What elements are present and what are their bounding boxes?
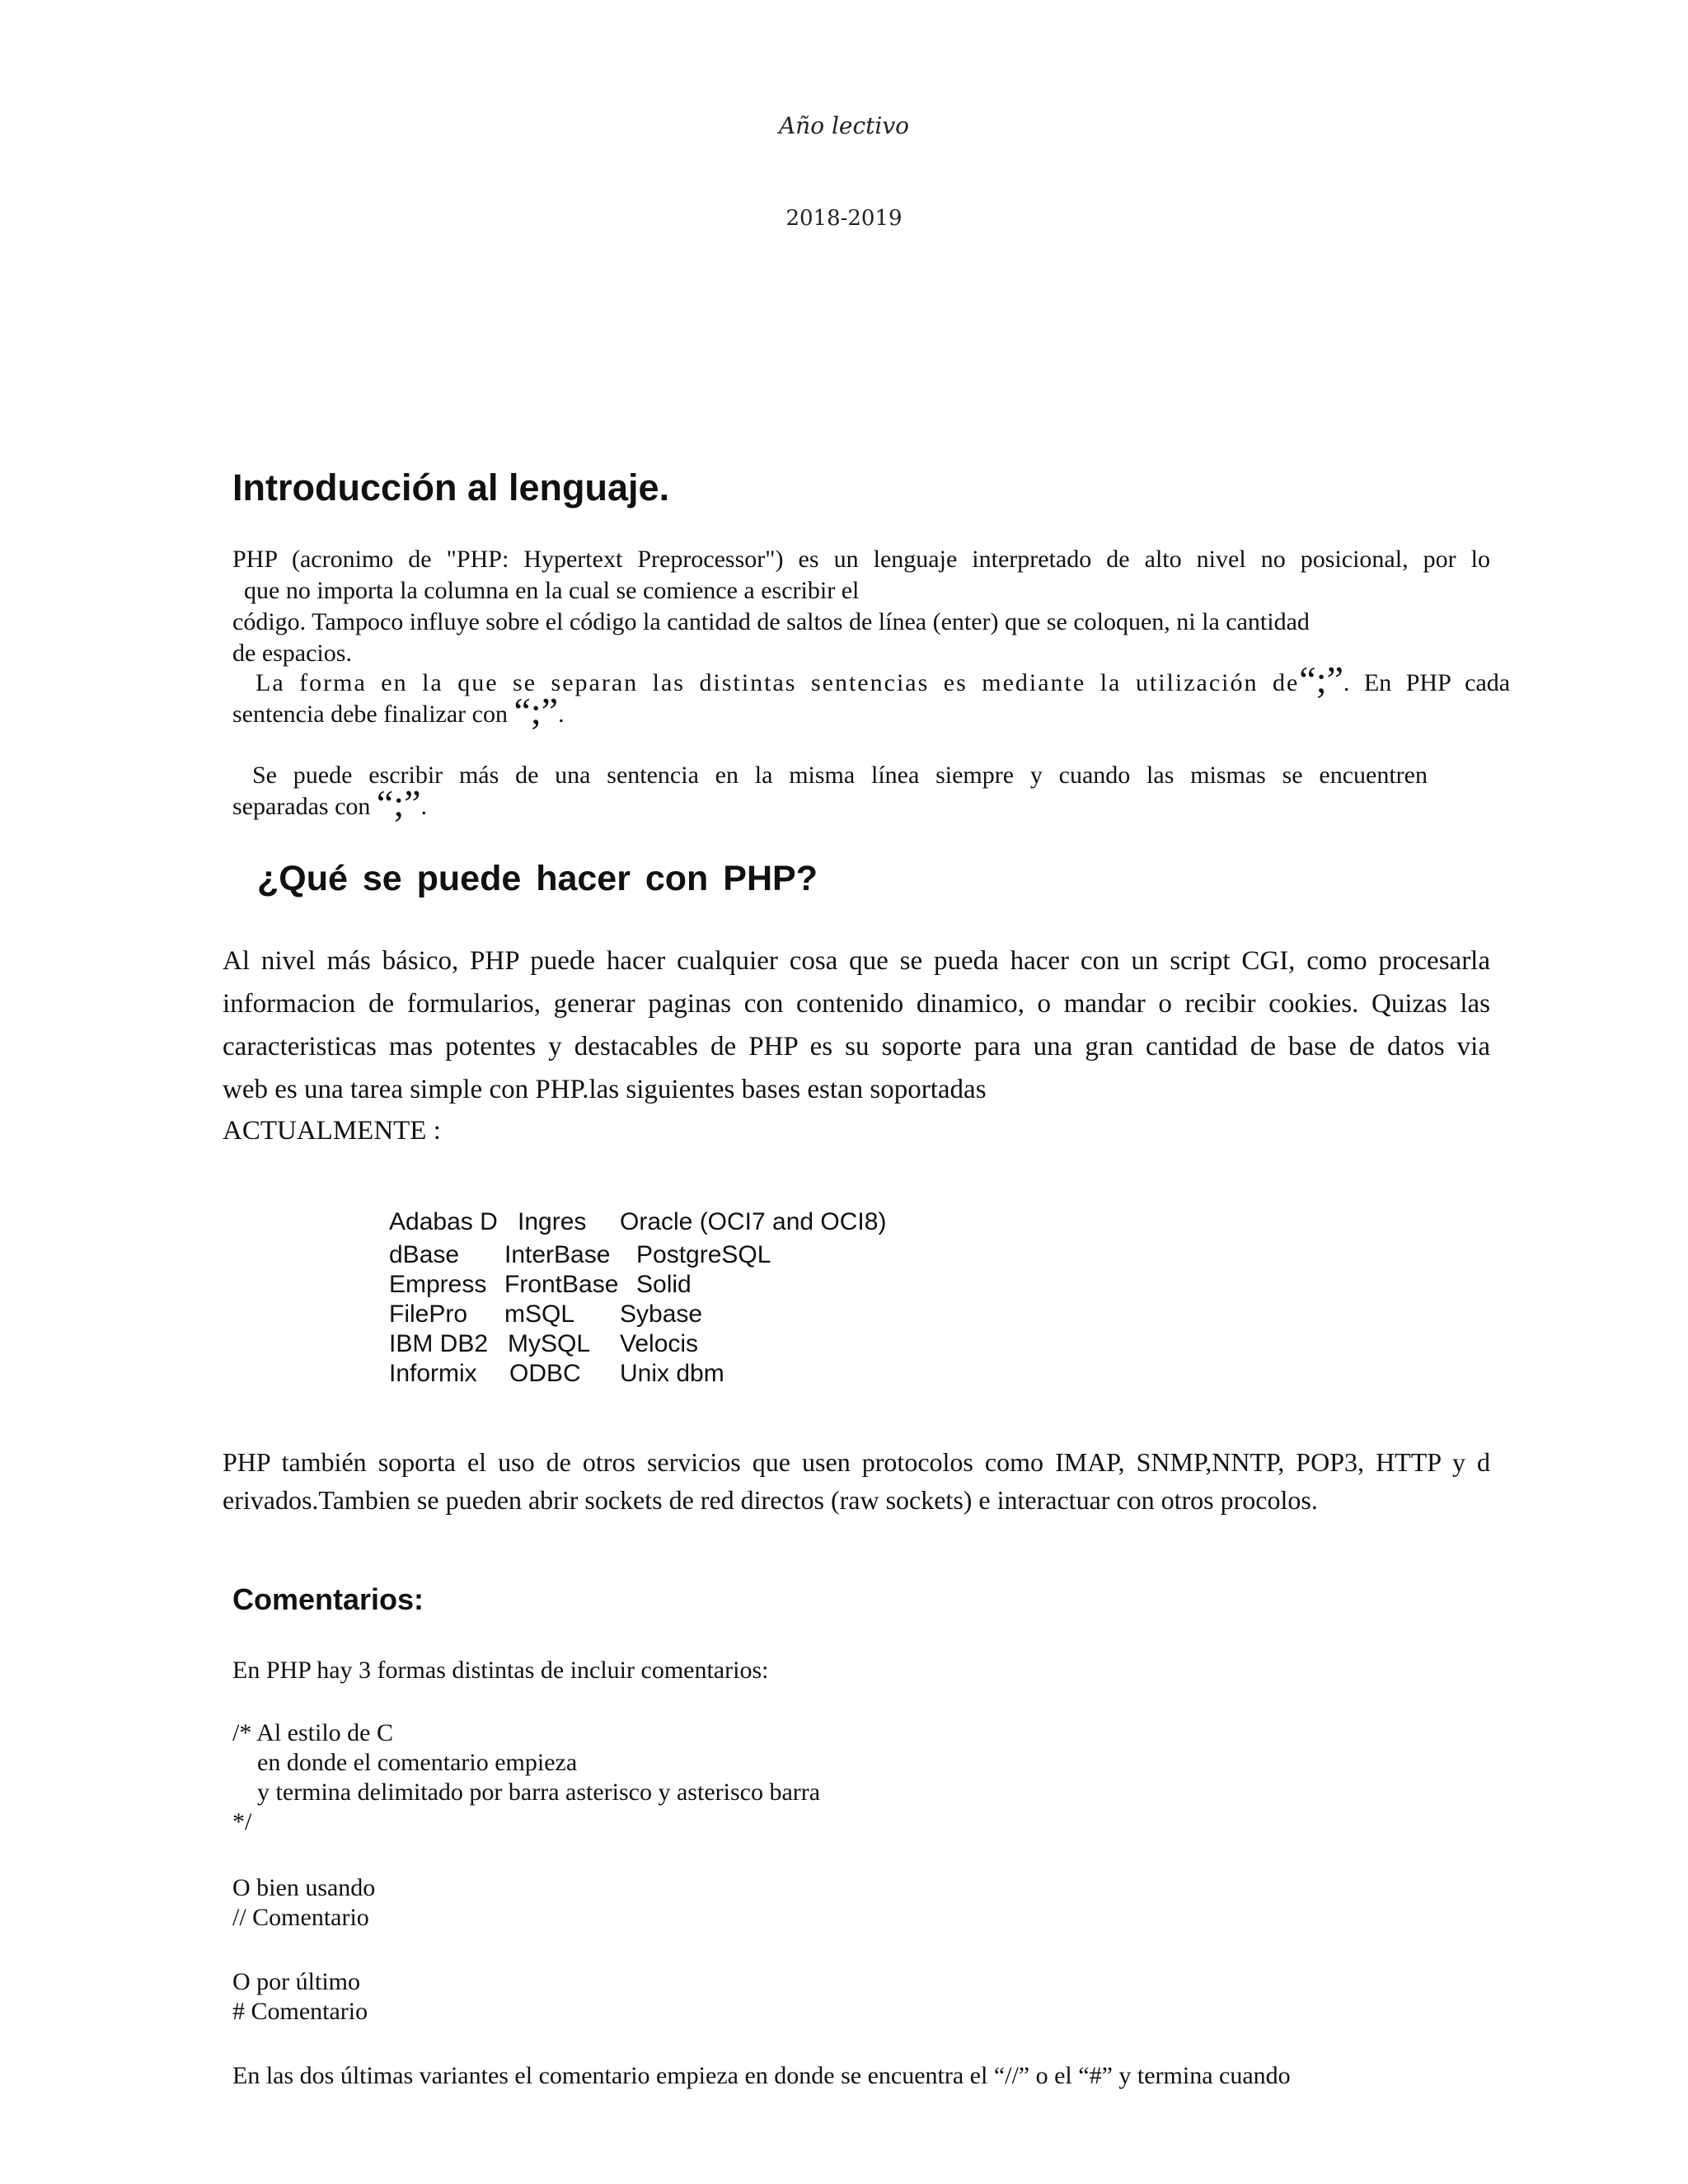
section-title-what: ¿Qué se puede hacer con PHP? [257,859,818,898]
intro-separator-tail-text: . En PHP cada [1343,669,1511,696]
database-name: PostgreSQL [636,1241,771,1268]
semicolon-quote: “;” [376,782,421,824]
what-paragraph-line: web es una tarea simple con PHP.las siguientes bases estan soportadas [223,1075,987,1104]
database-name: Sybase [620,1301,703,1328]
comment-c-style-line: y termina delimitado por barra asterisco y asterisco barra [257,1779,821,1806]
database-name: Velocis [620,1330,699,1357]
comment-alt2-code: # Comentario [232,1998,368,2025]
comments-intro: En PHP hay 3 formas distintas de incluir comentarios: [232,1657,769,1684]
what-paragraph-line: ACTUALMENTE : [223,1116,441,1146]
database-list [389,1208,966,1390]
database-name: InterBase [504,1241,611,1268]
database-name: Ingres [518,1208,587,1235]
intro-paragraph-line: de espacios. [232,640,352,667]
what-paragraph-line: caracteristicas mas potentes y destacables de PHP es su soporte para una gran cantidad de base de datos via [223,1032,1490,1062]
what-paragraph-line: Al nivel más básico, PHP puede hacer cualquier cosa que se pueda hacer con un script CGI, como procesarla [223,946,1490,976]
section-title-comments: Comentarios: [232,1582,424,1616]
database-name: Oracle (OCI7 and OCI8) [620,1208,887,1235]
semicolon-quote: “;” [1299,658,1343,701]
database-name: ODBC [509,1360,581,1387]
section-title-intro: Introducción al lenguaje. [232,466,670,509]
comment-c-style-line: /* Al estilo de C [232,1719,393,1746]
intro-sentence-end-line [232,690,565,732]
database-name: Unix dbm [620,1360,724,1387]
intro-paragraph2-line: Se puede escribir más de una sentencia en la misma línea siempre y cuando las mismas se encuentren [252,762,1428,789]
database-name: Empress [389,1271,487,1298]
comment-c-style-line: */ [232,1808,252,1835]
database-name: dBase [389,1241,460,1268]
what-paragraph2-line: PHP también soporta el uso de otros servicios que usen protocolos como IMAP, SNMP,NNTP, POP3, HTTP y d [223,1447,1490,1477]
comment-alt2-label: O por último [232,1968,360,1995]
database-name: FrontBase [504,1271,619,1298]
intro-paragraph2-line [232,782,428,824]
intro-sentence-end-text: sentencia debe finalizar con [232,701,508,728]
intro-paragraph-line: que no importa la columna en la cual se comience a escribir el [244,577,860,604]
comments-final-line: En las dos últimas variantes el comentario empieza en donde se encuentra el “//” o el “#” y termina cuando [232,2062,1291,2089]
database-name: Informix [389,1360,477,1387]
what-paragraph2-line: erivados.Tambien se pueden abrir sockets de red directos (raw sockets) e interactuar con otros procolos. [223,1485,1318,1515]
intro-paragraph-line: código. Tampoco influye sobre el código la cantidad de saltos de línea (enter) que se coloquen, ni la cantidad [232,608,1310,635]
database-name: Solid [636,1271,692,1298]
intro-separator-text: La forma en la que se separan las distintas sentencias es mediante la utilización de [256,669,1300,696]
intro-paragraph-line: PHP (acronimo de "PHP: Hypertext Preprocessor") es un lenguaje interpretado de alto nivel no posicional, por lo [232,546,1490,573]
database-name: IBM DB2 [389,1330,489,1357]
database-name: FilePro [389,1301,468,1328]
comment-alt1-label: O bien usando [232,1874,376,1901]
comment-c-style-line: en donde el comentario empieza [257,1749,578,1776]
comment-alt1-code: // Comentario [232,1904,369,1931]
what-paragraph-line: informacion de formularios, generar paginas con contenido dinamico, o mandar o recibir cookies. Quizas las [223,989,1490,1019]
semicolon-quote: “;” [513,690,559,732]
header-school-year-label: Año lectivo [778,112,910,139]
database-name: MySQL [508,1330,591,1357]
database-name: mSQL [504,1301,575,1328]
database-name: Adabas D [389,1208,498,1235]
period: . [420,793,428,820]
header-school-year: 2018-2019 [785,206,903,231]
intro-separator-tail [1299,658,1511,701]
intro-separator-line [256,658,1511,701]
intro-paragraph2-text: separadas con [232,793,371,820]
period: . [558,701,565,728]
